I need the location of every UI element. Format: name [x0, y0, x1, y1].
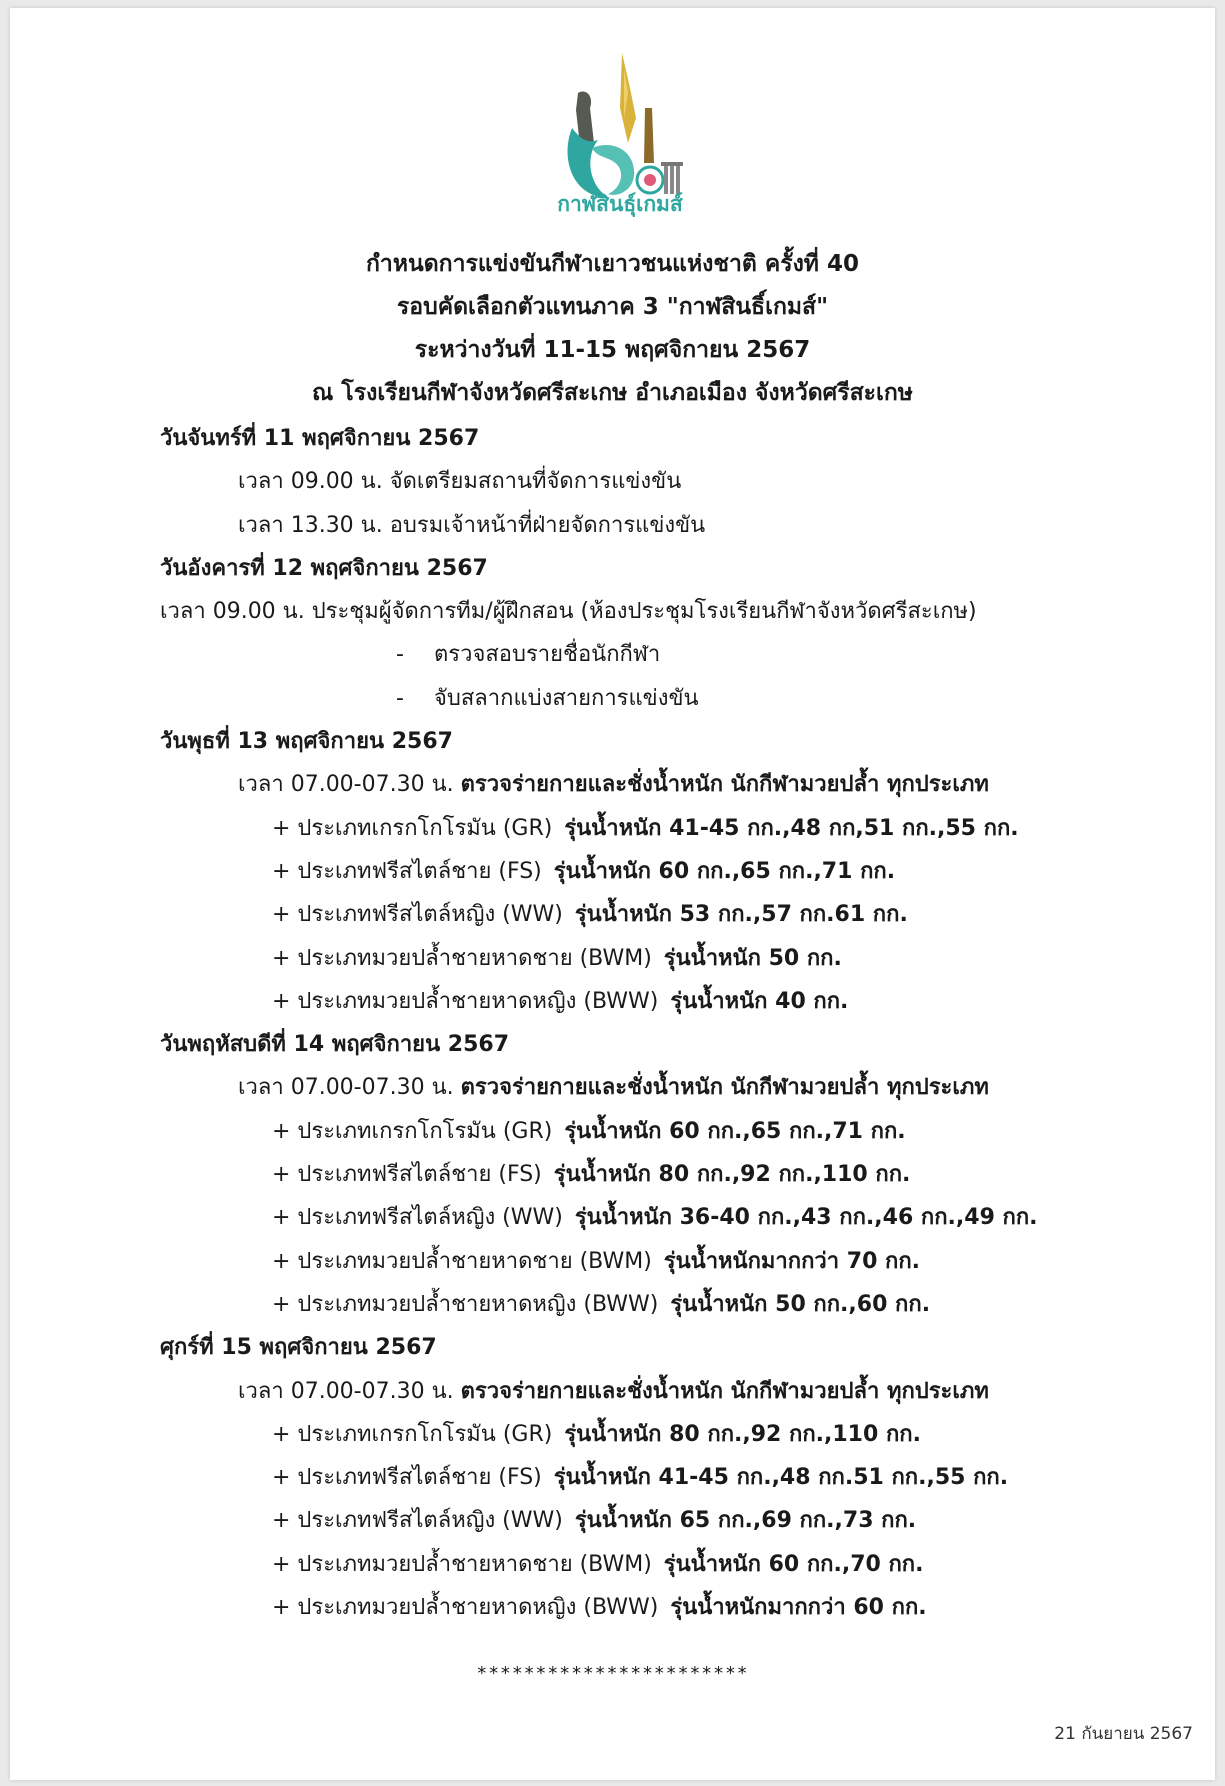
day-heading: วันพุธที่ 13 พฤศจิกายน 2567 [160, 729, 453, 755]
category-label: + ประเภทฟรีสไตล์ชาย (FS) [272, 1162, 542, 1188]
category-label: + ประเภทมวยปล้ำชายหาดหญิง (BWW) [272, 1291, 659, 1317]
category-row [160, 937, 1200, 980]
weight-classes: รุ่นน้ำหนัก 60 กก.,65 กก.,71 กก. [564, 1118, 906, 1144]
title-line: ณ โรงเรียนกีฬาจังหวัดศรีสะเกษ อำเภอเมือง จังหวัดศรีสะเกษ [312, 380, 913, 406]
category-label: + ประเภทมวยปล้ำชายหาดชาย (BWM) [272, 945, 652, 971]
bullet-text: จับสลากแบ่งสายการแข่งขัน [434, 685, 699, 711]
category-row [160, 1153, 1200, 1196]
day-heading: วันอังคารที่ 12 พฤศจิกายน 2567 [160, 555, 488, 581]
title-line: ระหว่างวันที่ 11-15 พฤศจิกายน 2567 [414, 337, 811, 363]
category-row [160, 1413, 1200, 1456]
category-label: + ประเภทฟรีสไตล์ชาย (FS) [272, 1465, 542, 1491]
category-row [160, 1543, 1200, 1586]
category-row [160, 1586, 1200, 1629]
title-line: กำหนดการแข่งขันกีฬาเยาวชนแห่งชาติ ครั้งที่ 40 [366, 251, 859, 277]
weigh-in-row [160, 763, 1200, 806]
dash-marker: - [396, 642, 404, 668]
weight-classes: รุ่นน้ำหนัก 40 กก. [670, 988, 849, 1014]
category-label: + ประเภทมวยปล้ำชายหาดชาย (BWM) [272, 1551, 652, 1577]
category-row [160, 1240, 1200, 1283]
dash-marker: - [396, 685, 404, 711]
category-label: + ประเภทฟรีสไตล์หญิง (WW) [272, 902, 563, 928]
time-label: เวลา 07.00-07.30 น. [238, 772, 454, 798]
category-row [160, 1196, 1200, 1239]
weight-classes: รุ่นน้ำหนัก 60 กก.,65 กก.,71 กก. [553, 858, 896, 884]
schedule-item: เวลา 13.30 น. อบรมเจ้าหน้าที่ฝ่ายจัดการแข่งขัน [238, 512, 706, 538]
activity-text: ตรวจร่ายกายและชั่งน้ำหนัก นักกีฬามวยปล้ำ ทุกประเภท [460, 1075, 989, 1101]
category-label: + ประเภทฟรีสไตล์หญิง (WW) [272, 1205, 563, 1231]
weight-classes: รุ่นน้ำหนัก 50 กก. [663, 945, 842, 971]
category-label: + ประเภทมวยปล้ำชายหาดชาย (BWM) [272, 1248, 652, 1274]
schedule-body [160, 417, 1200, 1629]
category-label: + ประเภทฟรีสไตล์หญิง (WW) [272, 1508, 563, 1534]
list-item [160, 677, 1200, 720]
weight-classes: รุ่นน้ำหนักมากกว่า 70 กก. [663, 1248, 921, 1274]
day-heading: ศุกร์ที่ 15 พฤศจิกายน 2567 [160, 1335, 437, 1361]
activity-text: ตรวจร่ายกายและชั่งน้ำหนัก นักกีฬามวยปล้ำ ทุกประเภท [460, 772, 989, 798]
category-row [160, 850, 1200, 893]
separator-stars: *********************** [476, 1663, 749, 1684]
category-label: + ประเภทเกรกโกโรมัน (GR) [272, 1118, 553, 1144]
time-label: เวลา 07.00-07.30 น. [238, 1378, 454, 1404]
bullet-text: ตรวจสอบรายชื่อนักกีฬา [434, 642, 661, 668]
category-row [160, 807, 1200, 850]
category-label: + ประเภทมวยปล้ำชายหาดหญิง (BWW) [272, 1595, 659, 1621]
list-item [160, 633, 1200, 676]
weight-classes: รุ่นน้ำหนัก 60 กก.,70 กก. [663, 1551, 924, 1577]
day-heading: วันจันทร์ที่ 11 พฤศจิกายน 2567 [160, 426, 480, 451]
title-line: รอบคัดเลือกตัวแทนภาค 3 "กาฬสินธิ์เกมส์" [396, 294, 829, 320]
weight-classes: รุ่นน้ำหนัก 41-45 กก.,48 กก,51 กก.,55 กก. [564, 815, 1019, 841]
schedule-item: เวลา 09.00 น. จัดเตรียมสถานที่จัดการแข่งขัน [238, 469, 682, 495]
category-label: + ประเภทเกรกโกโรมัน (GR) [272, 1421, 553, 1447]
weight-classes: รุ่นน้ำหนักมากกว่า 60 กก. [670, 1595, 927, 1621]
weight-classes: รุ่นน้ำหนัก 80 กก.,92 กก.,110 กก. [564, 1421, 921, 1447]
logo-caption: กาฬสินธุ์เกมส์ [557, 192, 683, 216]
time-label: เวลา 07.00-07.30 น. [238, 1075, 454, 1101]
category-label: + ประเภทเกรกโกโรมัน (GR) [272, 815, 553, 841]
category-row [160, 1110, 1200, 1153]
weight-classes: รุ่นน้ำหนัก 36-40 กก.,43 กก.,46 กก.,49 กก. [574, 1205, 1038, 1231]
weight-classes: รุ่นน้ำหนัก 53 กก.,57 กก.61 กก. [574, 902, 908, 928]
activity-text: ตรวจร่ายกายและชั่งน้ำหนัก นักกีฬามวยปล้ำ ทุกประเภท [460, 1378, 989, 1404]
day-heading: วันพฤหัสบดีที่ 14 พฤศจิกายน 2567 [160, 1032, 510, 1058]
category-row [160, 1283, 1200, 1326]
schedule-item: เวลา 09.00 น. ประชุมผู้จัดการทีม/ผู้ฝึกสอน (ห้องประชุมโรงเรียนกีฬาจังหวัดศรีสะเกษ) [160, 599, 977, 625]
weight-classes: รุ่นน้ำหนัก 80 กก.,92 กก.,110 กก. [553, 1162, 911, 1188]
document-title [10, 243, 1215, 415]
document-page [10, 8, 1215, 1780]
weight-classes: รุ่นน้ำหนัก 41-45 กก.,48 กก.51 กก.,55 กก. [553, 1465, 1009, 1491]
weigh-in-row [160, 1066, 1200, 1109]
weight-classes: รุ่นน้ำหนัก 50 กก.,60 กก. [670, 1291, 931, 1317]
document-date: 21 กันยายน 2567 [1054, 1724, 1193, 1744]
category-row [160, 980, 1200, 1023]
category-label: + ประเภทฟรีสไตล์ชาย (FS) [272, 858, 542, 884]
weigh-in-row [160, 1370, 1200, 1413]
category-row [160, 1456, 1200, 1499]
category-row [160, 1499, 1200, 1542]
category-row [160, 893, 1200, 936]
weight-classes: รุ่นน้ำหนัก 65 กก.,69 กก.,73 กก. [574, 1508, 917, 1534]
category-label: + ประเภทมวยปล้ำชายหาดหญิง (BWW) [272, 988, 659, 1014]
